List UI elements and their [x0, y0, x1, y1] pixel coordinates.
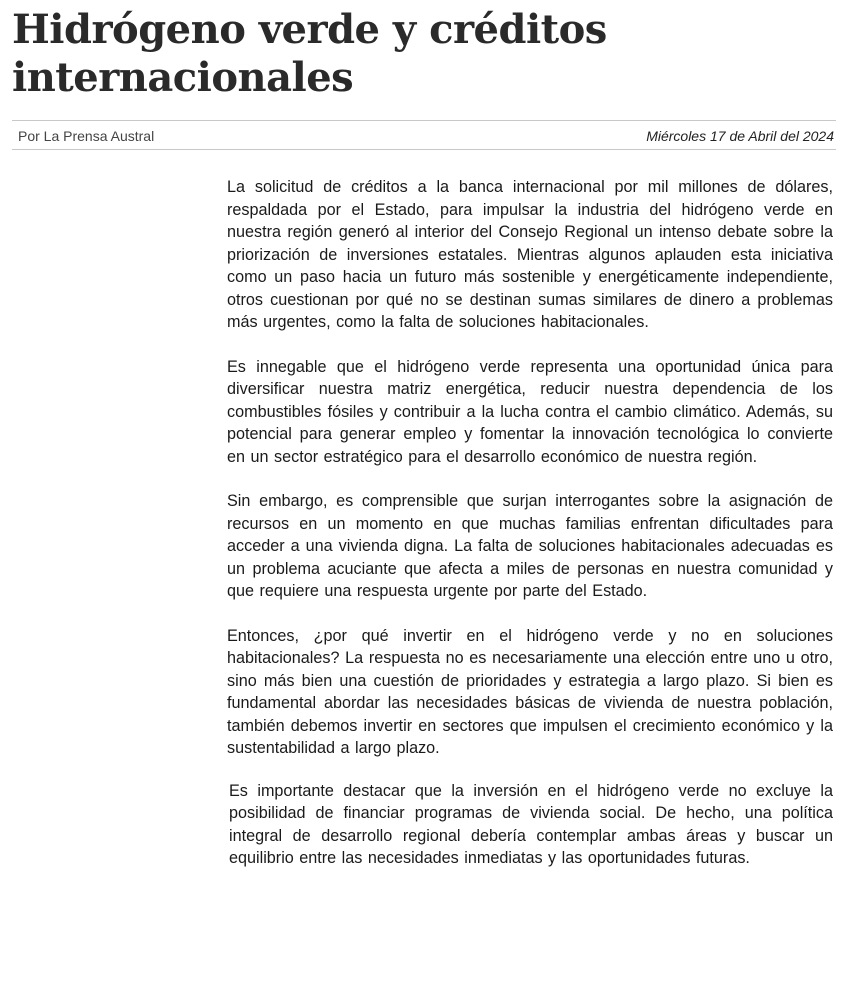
article-paragraph: Sin embargo, es comprensible que surjan interrogantes sobre la asignación de recursos en un momento en que muchas familias enfrentan dificultades para acceder a una vivienda digna. La falta de soluciones habitacionales adecuadas es un problema acuciante que afecta a miles de personas en nuestra comunidad y que requiere una respuesta urgente por parte del Estado. — [227, 492, 833, 600]
article-author: Por La Prensa Austral — [18, 128, 155, 144]
article-date: Miércoles 17 de Abril del 2024 — [646, 128, 834, 144]
article-paragraph: La solicitud de créditos a la banca internacional por mil millones de dólares, respaldada por el Estado, para impulsar la industria del hidrógeno verde en nuestra región generó al interior del Consejo Regional un intenso debate sobre la priorización de inversiones estatales. Mientras algunos aplauden esta iniciativa como un paso hacia un futuro más sostenible y energéticamente independiente, otros cuestionan por qué no se destinan sumas similares de dinero a problemas más urgentes, como la falta de soluciones habitacionales. — [227, 178, 833, 331]
article-paragraph: Es innegable que el hidrógeno verde representa una oportunidad única para diversificar nuestra matriz energética, reducir nuestra dependencia de los combustibles fósiles y contribuir a la lucha contra el cambio climático. Además, su potencial para generar empleo y fomentar la innovación tecnológica lo convierte en un sector estratégico para el desarrollo económico de nuestra región. — [227, 357, 833, 466]
article-title: Hidrógeno verde y créditos internacionales — [12, 6, 607, 101]
article-paragraph: Es importante destacar que la inversión en el hidrógeno verde no excluye la posibilidad de financiar programas de vivienda social. De hecho, una política integral de desarrollo regional debería contemplar ambas áreas y buscar un equilibrio entre las necesidades inmediatas y las oportunidades futuras. — [229, 781, 833, 867]
byline-bar — [12, 120, 836, 150]
article-paragraph: Entonces, ¿por qué invertir en el hidrógeno verde y no en soluciones habitacionales? La respuesta no es necesariamente una elección entre uno u otro, sino más bien una cuestión de prioridades y estrategia a largo plazo. Si bien es fundamental abordar las necesidades básicas de vivienda de nuestra población, también debemos invertir en sectores que impulsen el crecimiento económico y la sustentabilidad a largo plazo. — [227, 626, 833, 757]
article-body — [227, 176, 833, 892]
